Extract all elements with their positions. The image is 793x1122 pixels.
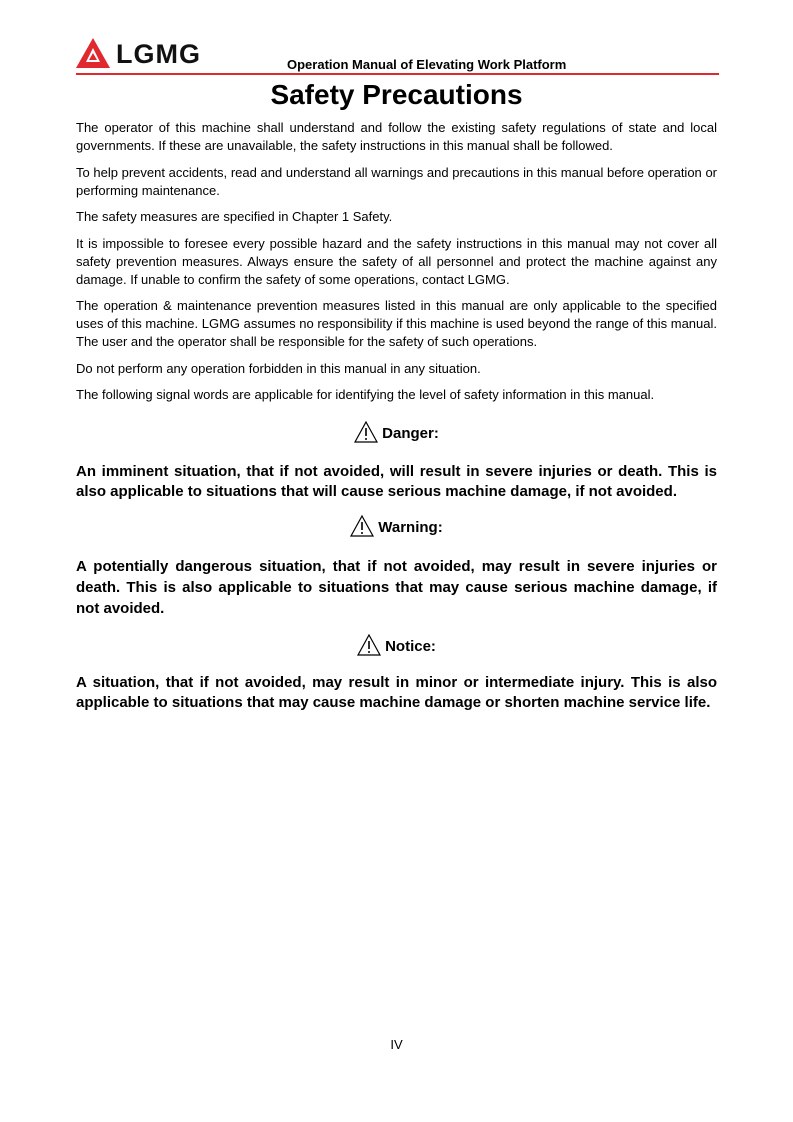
paragraph: The operator of this machine shall understand and follow the existing safety regulations of state and local governments. If these are unavailable, the safety instructions in this manual shall be followed. [76,120,717,153]
paragraph: It is impossible to foresee every possible hazard and the safety instructions in this manual may not cover all safety prevention measures. Always ensure the safety of all personnel and protect the machine against any damage. If unable to confirm the safety of some operations, contact LGMG. [76,235,717,287]
paragraph: To help prevent accidents, read and understand all warnings and precautions in this manual before operation or performing maintenance. [76,164,717,198]
paragraph: The operation & maintenance prevention measures listed in this manual are only applicable to the specified uses of this machine. LGMG assumes no responsibility if this machine is used beyond the range of this manual. The user and the operator shall be responsible for the safety of such operations. [76,298,717,349]
header-rule [76,73,719,75]
page-number: IV [390,1037,403,1052]
warning-label: Warning: [378,519,443,536]
warning-triangle-icon [357,634,381,656]
danger-label: Danger: [382,425,439,442]
danger-heading [76,421,717,447]
warning-heading [76,515,717,541]
page-title: Safety Precautions [270,79,523,110]
document-title: Operation Manual of Elevating Work Platform [287,57,567,72]
notice-description: A situation, that if not avoided, may result in minor or intermediate injury. This is also applicable to situations that may cause machine damage or shorten machine service life. [76,674,717,711]
lgmg-logo [76,37,211,69]
logo-wordmark: LGMG [116,39,201,69]
paragraph: The safety measures are specified in Chapter 1 Safety. [76,209,393,224]
danger-description: An imminent situation, that if not avoided, will result in severe injuries or death. This is also applicable to situations that will cause serious machine damage, if not avoided. [76,463,717,500]
notice-label: Notice: [385,638,436,655]
page-content [76,119,717,712]
warning-triangle-icon [354,421,378,443]
warning-triangle-icon [350,515,374,537]
paragraph: Do not perform any operation forbidden in this manual in any situation. [76,360,481,376]
notice-heading [76,634,717,660]
paragraph: The following signal words are applicable for identifying the level of safety information in this manual. [76,387,655,402]
warning-description: A potentially dangerous situation, that if not avoided, may result in severe injuries or death. This is also applicable to situations that may cause serious machine damage, if not avoided. [76,558,717,617]
